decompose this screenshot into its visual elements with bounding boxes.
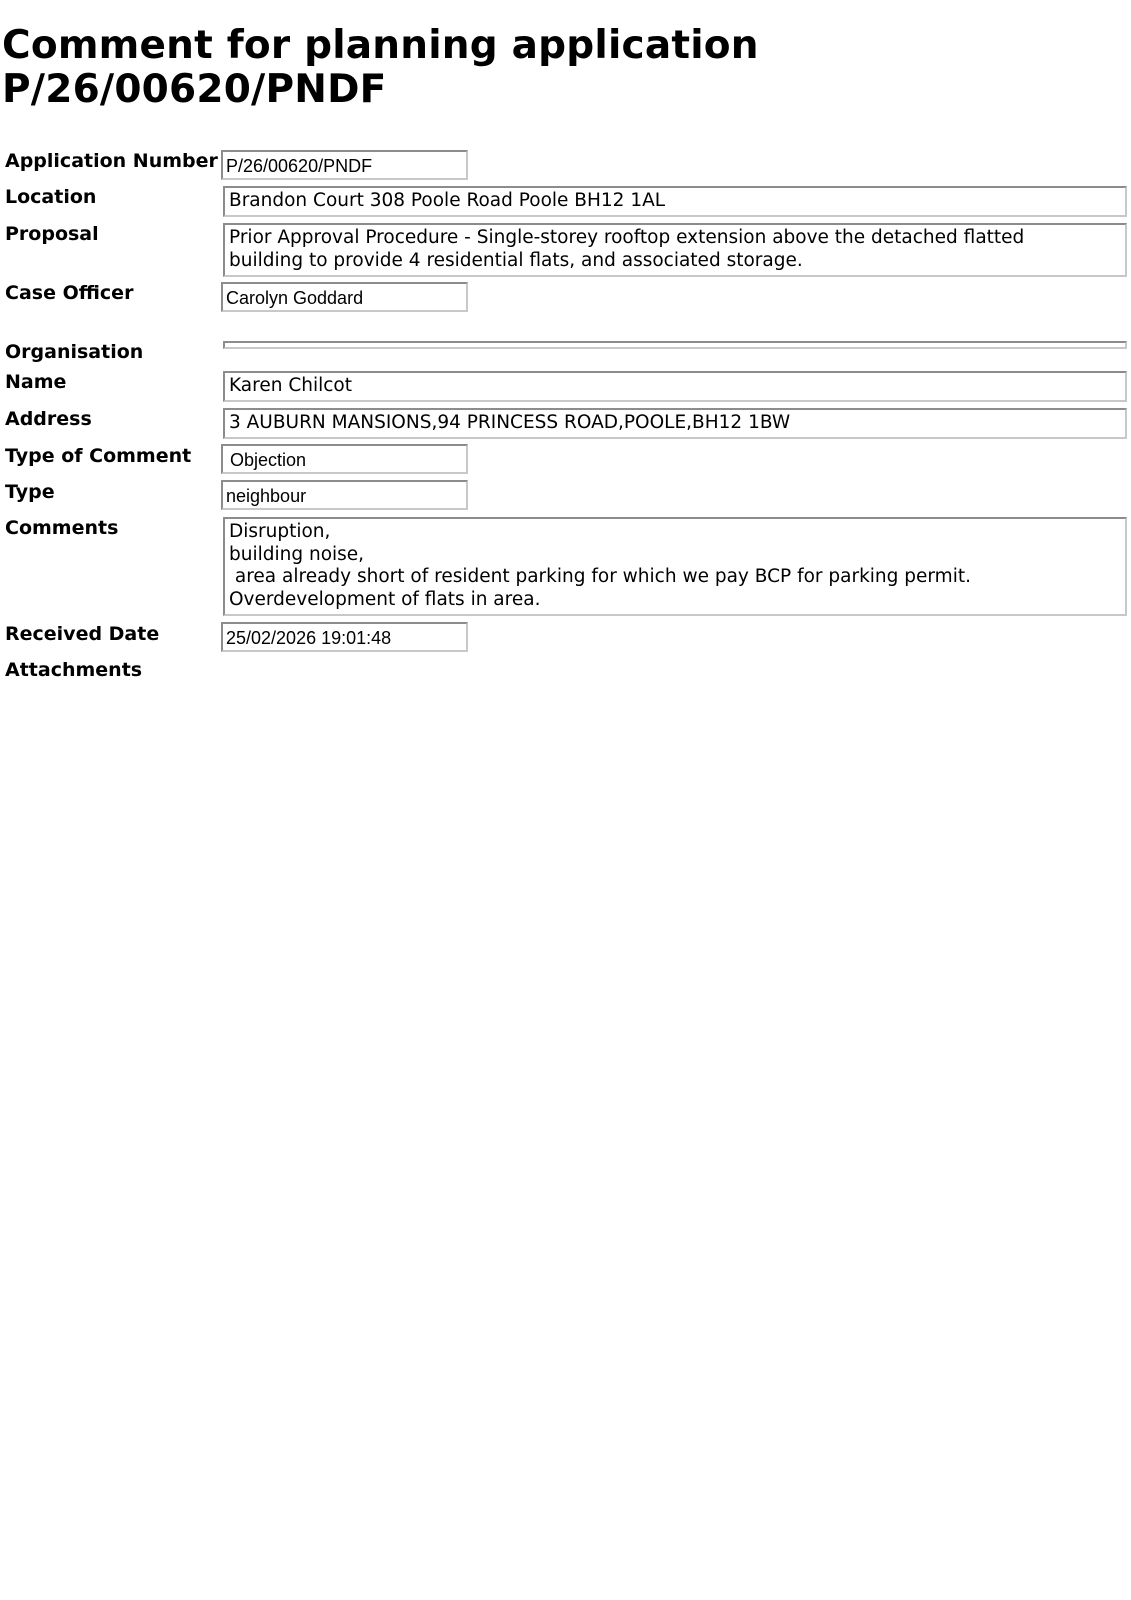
location-field: Brandon Court 308 Poole Road Poole BH12 1AL <box>223 186 1127 217</box>
proposal-field: Prior Approval Procedure - Single-storey rooftop extension above the detached flatted building to provide 4 residential flats, and associated storage. <box>223 223 1127 277</box>
application-number-field: P/26/00620/PNDF <box>221 150 468 180</box>
address-field: 3 AUBURN MANSIONS,94 PRINCESS ROAD,POOLE,BH12 1BW <box>223 408 1127 439</box>
received-date-label: Received Date <box>5 623 160 645</box>
organisation-label: Organisation <box>5 341 144 363</box>
page-title-line-1: Comment for planning application <box>2 23 759 68</box>
name-label: Name <box>5 371 67 393</box>
page-title <box>2 24 759 112</box>
received-date-field: 25/02/2026 19:01:48 <box>221 622 468 652</box>
address-label: Address <box>5 408 92 430</box>
type-of-comment-label: Type of Comment <box>5 445 192 467</box>
comments-field: Disruption, building noise, area already short of resident parking for which we pay BCP for parking permit. Overdevelopment of flats in area. <box>223 517 1127 616</box>
location-label: Location <box>5 186 97 208</box>
case-officer-field: Carolyn Goddard <box>221 282 468 312</box>
name-field: Karen Chilcot <box>223 371 1127 402</box>
comments-label: Comments <box>5 517 119 539</box>
type-of-comment-field: Objection <box>221 444 468 474</box>
type-label: Type <box>5 481 55 503</box>
application-number-label: Application Number <box>5 150 218 172</box>
proposal-label: Proposal <box>5 223 99 245</box>
page-title-line-2: P/26/00620/PNDF <box>2 67 387 112</box>
organisation-field <box>223 341 1127 349</box>
type-field: neighbour <box>221 480 468 510</box>
attachments-label: Attachments <box>5 659 143 681</box>
case-officer-label: Case Officer <box>5 282 134 304</box>
